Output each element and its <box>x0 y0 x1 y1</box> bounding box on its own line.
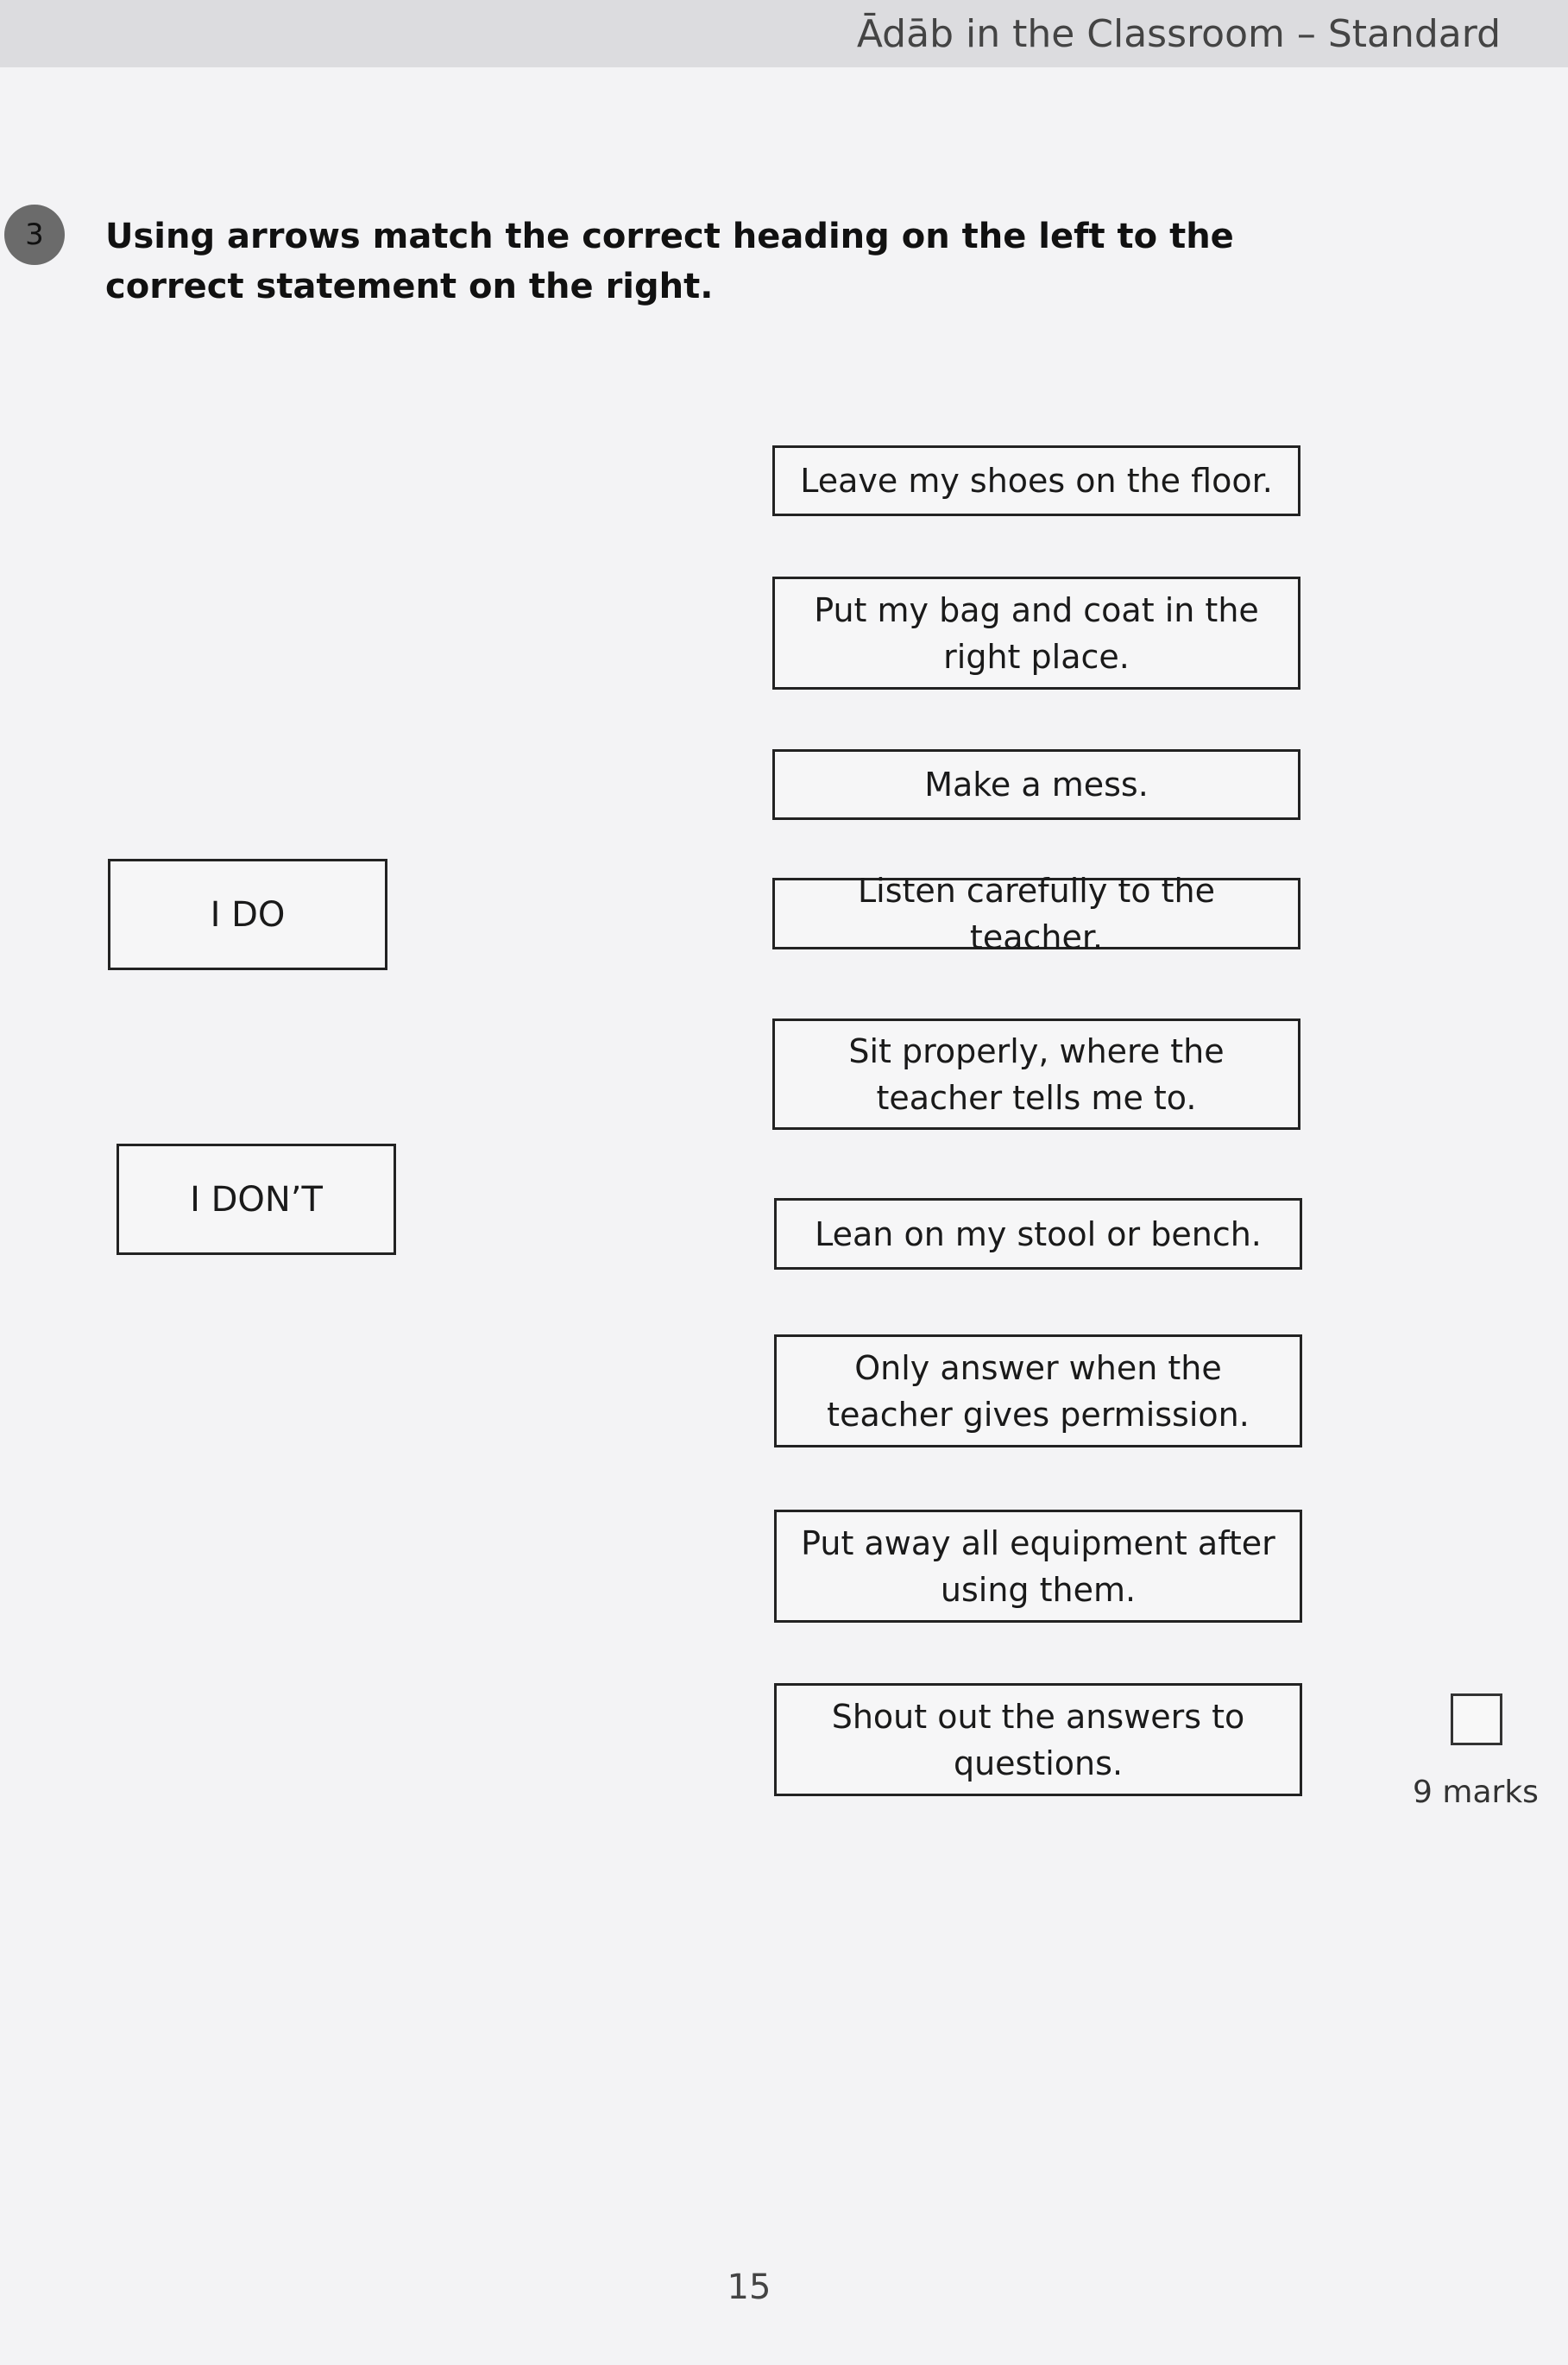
statement-box-3: Make a mess. <box>772 749 1300 820</box>
statement-box-6: Lean on my stool or bench. <box>774 1198 1302 1270</box>
page-number: 15 <box>727 2267 771 2307</box>
marks-label: 9 marks <box>1413 1775 1539 1810</box>
marks-checkbox[interactable] <box>1451 1693 1502 1745</box>
heading-box-i-do: I DO <box>108 859 387 970</box>
statement-box-8: Put away all equipment after using them. <box>774 1510 1302 1623</box>
heading-box-i-dont: I DON’T <box>116 1144 396 1255</box>
header-title: Ādāb in the Classroom – Standard <box>856 12 1501 56</box>
statement-box-1: Leave my shoes on the floor. <box>772 445 1300 516</box>
statement-box-2: Put my bag and coat in the right place. <box>772 577 1300 690</box>
statement-box-7: Only answer when the teacher gives permission. <box>774 1334 1302 1447</box>
header-band <box>0 0 1568 67</box>
question-text: Using arrows match the correct heading on the left to the correct statement on the right. <box>105 217 1234 306</box>
question-number-badge: 3 <box>4 205 65 265</box>
statement-box-9: Shout out the answers to questions. <box>774 1683 1302 1796</box>
statement-box-5: Sit properly, where the teacher tells me to. <box>772 1019 1300 1130</box>
statement-box-4: Listen carefully to the teacher. <box>772 878 1300 949</box>
